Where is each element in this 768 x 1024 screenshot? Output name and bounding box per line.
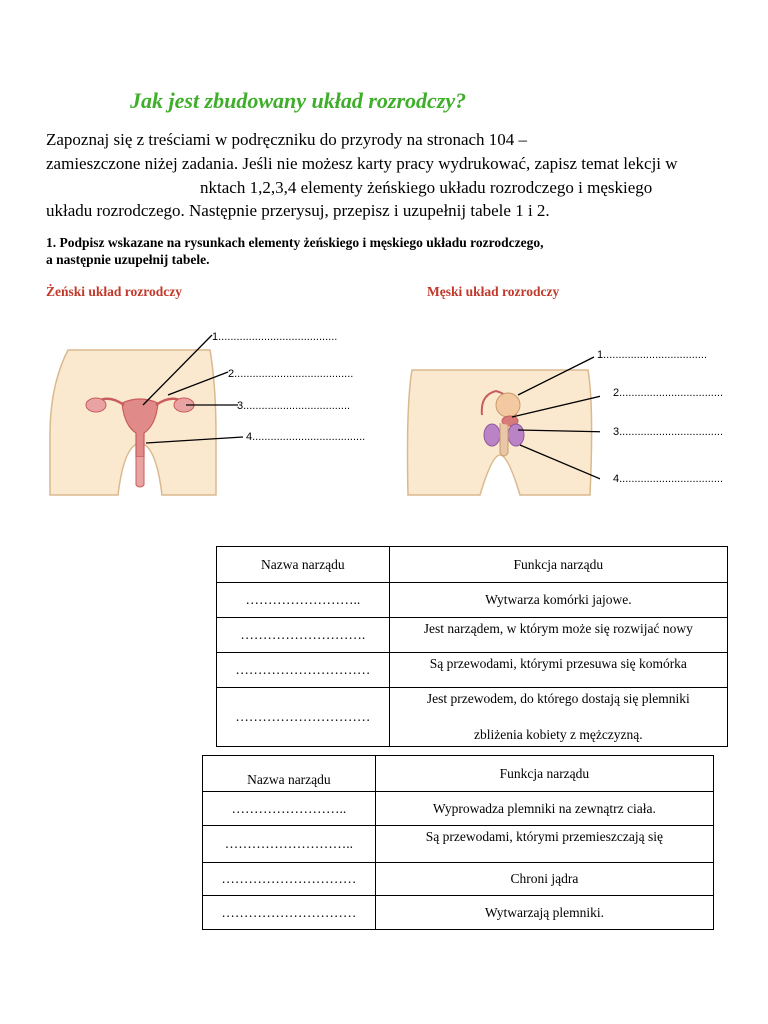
- male-label-2: 2..................................: [613, 387, 724, 399]
- male-label-4: 4..................................: [613, 473, 724, 485]
- intro-line-1: Zapoznaj się z treściami w podręczniku do przyrody na stronach 104 –: [46, 130, 528, 149]
- task-instruction-line-1: 1. Podpisz wskazane na rysunkach elementy żeńskiego i męskiego układu rozrodczego,: [46, 235, 544, 250]
- organ-function: [389, 688, 727, 747]
- female-label-1: 1.......................................: [212, 331, 338, 343]
- organ-function-line-2: zbliżenia kobiety z mężczyzną.: [474, 727, 643, 742]
- male-organs-table: [202, 755, 714, 930]
- organ-function: Są przewodami, którymi przemieszczają się: [375, 826, 713, 863]
- male-label-1: 1..................................: [597, 349, 708, 361]
- intro-line-3: nktach 1,2,3,4 elementy żeńskiego układu rozrodczego i męskiego: [200, 178, 653, 197]
- organ-function: Wytwarza komórki jajowe.: [389, 583, 727, 618]
- table-header-name: Nazwa narządu: [217, 547, 390, 583]
- female-organs-table: [216, 546, 728, 747]
- organ-name-blank[interactable]: ……………………….: [217, 618, 390, 653]
- organ-name-blank[interactable]: ……………………..: [203, 792, 376, 826]
- organ-name-blank[interactable]: …………………………: [217, 653, 390, 688]
- table-row: [203, 826, 714, 863]
- organ-name-blank[interactable]: …………………………: [203, 896, 376, 930]
- organ-function: Wyprowadza plemniki na zewnątrz ciała.: [375, 792, 713, 826]
- table-header-function: Funkcja narządu: [375, 756, 713, 792]
- table-row: [217, 583, 728, 618]
- female-label-3: 3...................................: [237, 400, 351, 412]
- organ-name-blank[interactable]: ……………………..: [217, 583, 390, 618]
- organ-function: Jest narządem, w którym może się rozwijać nowy: [389, 618, 727, 653]
- page-title: Jak jest zbudowany układ rozrodczy?: [130, 88, 467, 113]
- bladder: [496, 393, 520, 417]
- organ-function: Chroni jądra: [375, 863, 713, 896]
- vagina: [136, 457, 144, 487]
- intro-line-2: zamieszczone niżej zadania. Jeśli nie możesz karty pracy wydrukować, zapisz temat lekcji w: [46, 154, 678, 173]
- testis-left: [484, 424, 500, 446]
- table-header-name: Nazwa narządu: [203, 756, 376, 792]
- organ-function-line-1: Jest przewodem, do którego dostają się plemniki: [426, 691, 690, 706]
- female-label-2: 2.......................................: [228, 368, 354, 380]
- table-row: [217, 688, 728, 747]
- male-diagram: [400, 345, 600, 505]
- table-row: [203, 756, 714, 792]
- female-heading: Żeński układ rozrodczy: [46, 284, 183, 299]
- table-row: [203, 863, 714, 896]
- female-label-4: 4.....................................: [246, 431, 366, 443]
- ovary-left: [86, 398, 106, 412]
- table-row: [203, 896, 714, 930]
- penis: [500, 423, 508, 456]
- female-diagram: [40, 325, 380, 505]
- table-row: [217, 547, 728, 583]
- testis-right: [508, 424, 524, 446]
- intro-line-4: układu rozrodczego. Następnie przerysuj, przepisz i uzupełnij tabele 1 i 2.: [46, 201, 550, 220]
- organ-function: Są przewodami, którymi przesuwa się komórka: [389, 653, 727, 688]
- table-row: [217, 653, 728, 688]
- organ-function: Wytwarzają plemniki.: [375, 896, 713, 930]
- organ-name-blank[interactable]: …………………………: [203, 863, 376, 896]
- table-row: [217, 618, 728, 653]
- table-row: [203, 792, 714, 826]
- male-label-3: 3..................................: [613, 426, 724, 438]
- male-heading: Męski układ rozrodczy: [427, 284, 560, 299]
- task-instruction-line-2: a następnie uzupełnij tabele.: [46, 252, 210, 267]
- table-header-function: Funkcja narządu: [389, 547, 727, 583]
- organ-name-blank[interactable]: ………………………..: [203, 826, 376, 863]
- organ-name-blank[interactable]: …………………………: [217, 688, 390, 747]
